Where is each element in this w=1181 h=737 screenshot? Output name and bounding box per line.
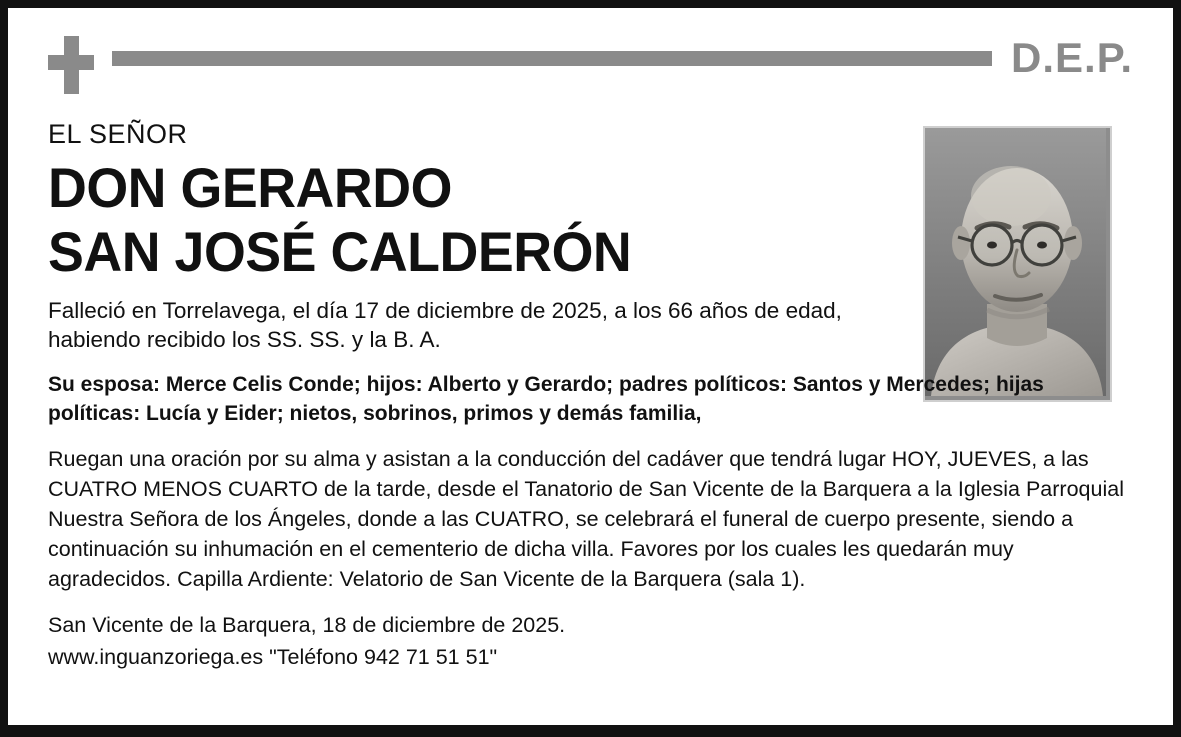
notice-header — [48, 32, 1133, 96]
frame-border-left — [0, 0, 8, 737]
funeral-details-text: Ruegan una oración por su alma y asistan a la conducción del cadáver que tendrá lugar HOY, JUEVES, a las CUATRO MENOS CUARTO de la tarde, desde el Tanatorio de San Vicente de la Barquera a la Iglesia Parroquial Nuestra Señora de los Ángeles, donde a las CUATRO, se celebrará el funeral de cuerpo presente, siendo a continuación su inhumación en el cementerio de dicha villa. Favores por los cuales les quedarán muy agradecidos. Capilla Ardiente: Velatorio de San Vicente de la Barquera (sala 1). — [48, 447, 1124, 591]
portrait-photo — [923, 126, 1112, 402]
honorific-label: EL SEÑOR — [48, 119, 188, 149]
frame-border-right — [1173, 0, 1181, 737]
notice-content — [48, 118, 1124, 672]
cross-horizontal-bar — [48, 55, 94, 70]
portrait-illustration — [925, 128, 1106, 396]
deceased-name-line-2: SAN JOSÉ CALDERÓN — [48, 220, 632, 283]
family-members-text: Su esposa: Merce Celis Conde; hijos: Alberto y Gerardo; padres políticos: Santos y Mercedes; hijas políticas: Lucía y Eider; nietos, sobrinos, primos y demás familia, — [48, 373, 1044, 425]
notice-inner-area — [8, 8, 1173, 725]
header-rule — [112, 51, 992, 66]
dep-label: D.E.P. — [1011, 34, 1133, 81]
frame-border-bottom — [0, 725, 1181, 737]
death-info-text: Falleció en Torrelavega, el día 17 de diciembre de 2025, a los 66 años de edad, habiendo recibido los SS. SS. y la B. A. — [48, 298, 842, 352]
place-and-date-text: San Vicente de la Barquera, 18 de diciembre de 2025. — [48, 613, 566, 637]
contact-text: www.inguanzoriega.es "Teléfono 942 71 51 51" — [48, 645, 498, 669]
frame-border-top — [0, 0, 1181, 8]
deceased-name-line-1: DON GERARDO — [48, 156, 452, 219]
latin-cross-icon — [48, 36, 94, 94]
